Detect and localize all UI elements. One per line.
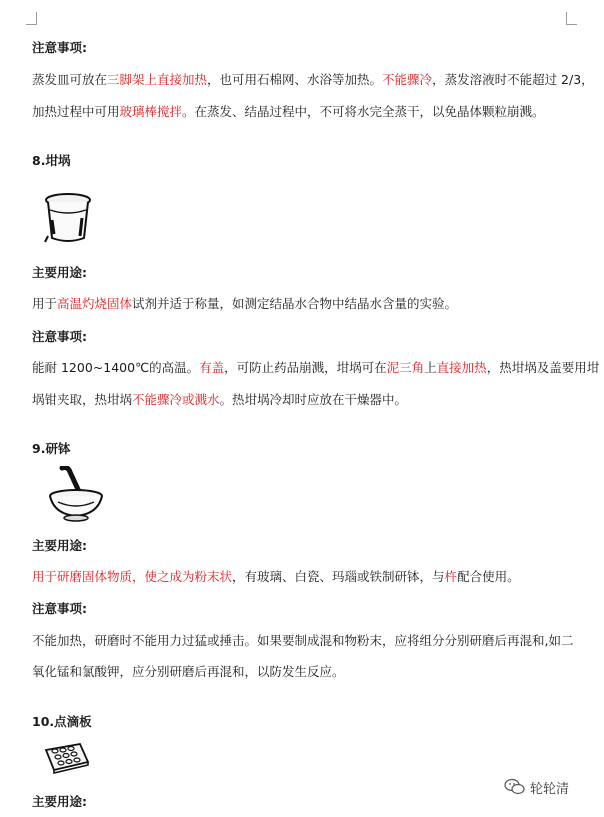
section-title: 8.坩埚: [32, 153, 71, 168]
paragraph-line: 用于研磨固体物质，使之成为粉末状，有玻璃、白瓷、玛瑙或铁制研钵，与杵配合使用。: [32, 569, 520, 584]
spot-plate-icon: [42, 740, 90, 778]
paragraph-line: 加热过程中可用玻璃棒搅拌。在蒸发、结晶过程中，不可将水完全蒸干，以免晶体颗粒崩溅。: [32, 104, 545, 119]
section-heading: 主要用途:: [32, 538, 87, 553]
section-heading: 注意事项:: [32, 40, 87, 55]
wechat-icon: [504, 778, 526, 800]
paragraph-line: 氧化锰和氯酸钾，应分别研磨后再混和，以防发生反应。: [32, 664, 345, 679]
section-heading: 主要用途:: [32, 794, 87, 809]
section-title: 9.研钵: [32, 441, 71, 456]
paragraph-line: 用于高温灼烧固体试剂并适于称量，如测定结晶水合物中结晶水含量的实验。: [32, 296, 458, 311]
crucible-icon: [42, 190, 98, 250]
paragraph-line: 埚钳夹取，热坩埚不能骤冷或溅水。热坩埚冷却时应放在干燥器中。: [32, 392, 408, 407]
section-heading: 注意事项:: [32, 329, 87, 344]
watermark-text: 轮轮清: [530, 782, 570, 797]
page-corner-mark: [26, 12, 37, 25]
paragraph-line: 不能加热，研磨时不能用力过猛或捶击。如果要制成混和物粉末，应将组分分别研磨后再混和,如二: [32, 633, 574, 648]
section-title: 10.点滴板: [32, 714, 92, 729]
section-heading: 主要用途:: [32, 265, 87, 280]
paragraph-line: 蒸发皿可放在三脚架上直接加热，也可用石棉网、水浴等加热。不能骤冷，蒸发溶液时不能超过 2/3，: [32, 72, 594, 87]
section-heading: 注意事项:: [32, 601, 87, 616]
page-corner-mark: [566, 12, 577, 25]
paragraph-line: 能耐 1200~1400℃的高温。有盖，可防止药品崩溅，坩埚可在泥三角上直接加热，热坩埚及盖要用坩: [32, 360, 600, 375]
mortar-pestle-icon: [48, 466, 106, 528]
